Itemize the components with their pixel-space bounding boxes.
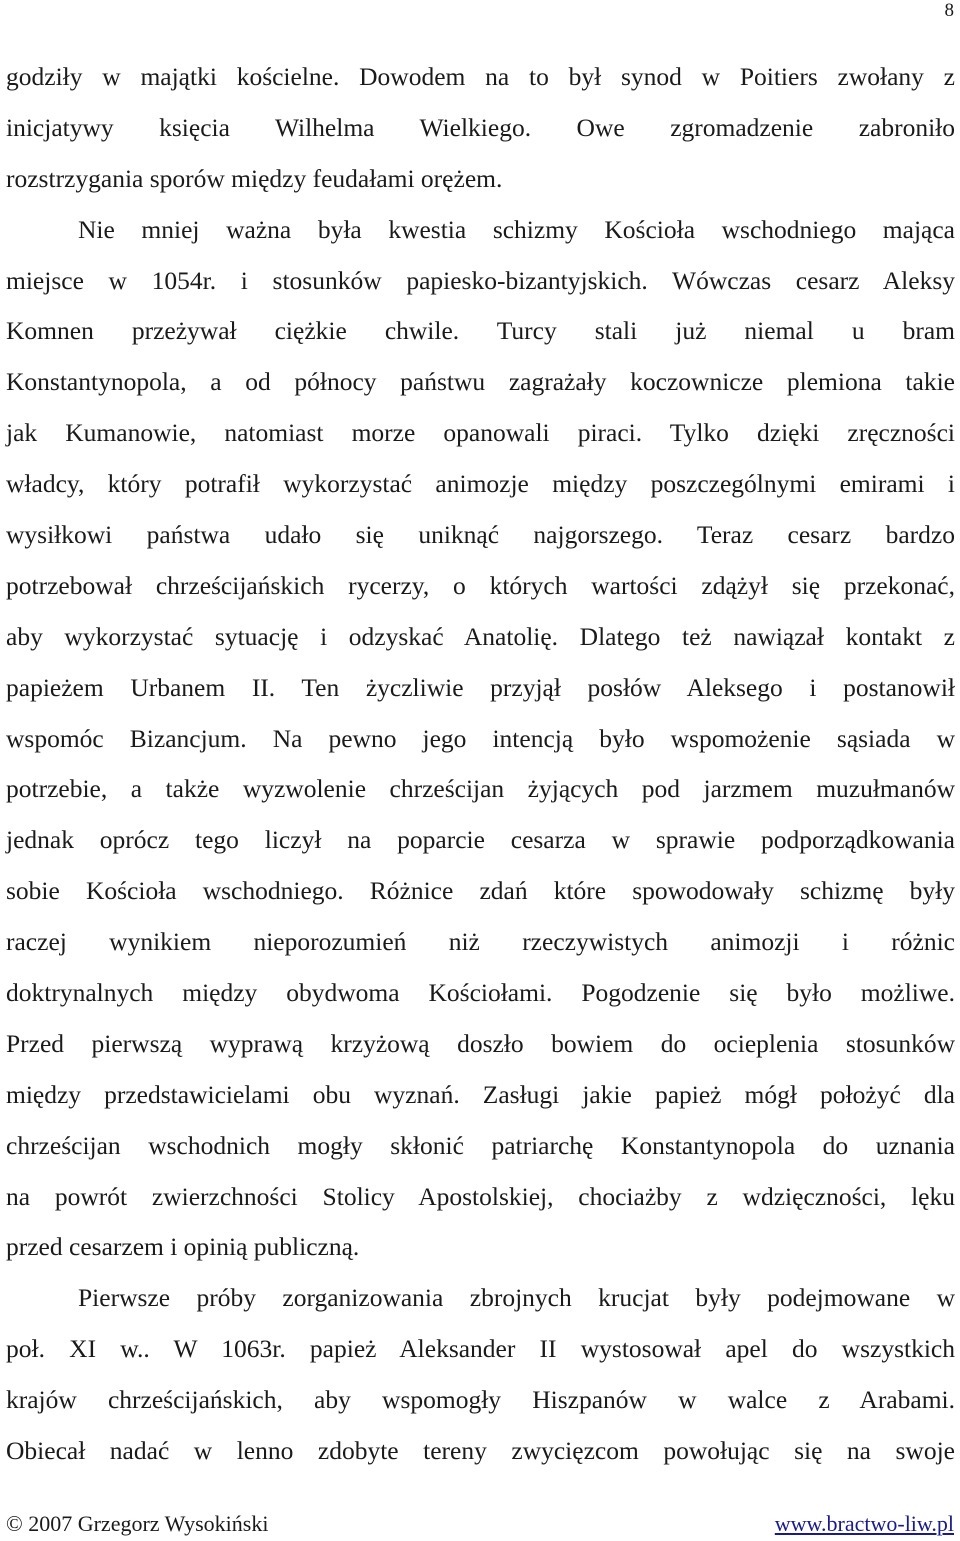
text-line: przed cesarzem i opinią publiczną. [6,1232,360,1262]
text-line: między przedstawicielami obu wyznań. Zasługi jakie papież mógł położyć dla [6,1079,955,1109]
text-line: godziły w majątki kościelne. Dowodem na to był synod w Poitiers zwołany z [6,62,955,91]
text-line: Obiecał nadać w lenno zdobyte tereny zwycięzcom powołując się na swoje [6,1436,955,1466]
text-line: potrzebie, a także wyzwolenie chrześcijan żyjących pod jarzmem muzułmanów [6,774,955,804]
text-line: inicjatywy księcia Wilhelma Wielkiego. Owe zgromadzenie zabroniło [6,112,955,142]
text-line: miejsce w 1054r. i stosunków papiesko-bizantyjskich. Wówczas cesarz Aleksy [6,265,955,295]
text-line: rozstrzygania sporów między feudałami orężem. [6,163,503,193]
text-line: krajów chrześcijańskich, aby wspomogły Hiszpanów w walce z Arabami. [6,1385,955,1415]
text-line: Komnen przeżywał ciężkie chwile. Turcy stali już niemal u bram [6,316,955,346]
text-line: papieżem Urbanem II. Ten życzliwie przyjął posłów Aleksego i postanowił [6,672,955,702]
text-line: raczej wynikiem nieporozumień niż rzeczywistych animozji i różnic [6,927,955,957]
text-line: chrześcijan wschodnich mogły skłonić patriarchę Konstantynopola do uznania [6,1130,955,1160]
footer-copyright: © 2007 Grzegorz Wysokiński [6,1511,269,1536]
text-line: potrzebował chrześcijańskich rycerzy, o których wartości zdążył się przekonać, [6,570,955,600]
text-line: Pierwsze próby zorganizowania zbrojnych krucjat były podejmowane w [78,1283,955,1313]
text-line: Przed pierwszą wyprawą krzyżową doszło bowiem do ocieplenia stosunków [6,1028,955,1058]
text-line: wspomóc Bizancjum. Na pewno jego intencją było wspomożenie sąsiada w [6,723,955,753]
text-line: na powrót zwierzchności Stolicy Apostolskiej, chociażby z wdzięczności, lęku [6,1181,955,1211]
document-body [6,52,955,1477]
text-line: doktrynalnych między obydwoma Kościołami. Pogodzenie się było możliwe. [6,978,955,1008]
text-line: władcy, który potrafił wykorzystać animozje między poszczególnymi emirami i [6,469,955,499]
text-line: sobie Kościoła wschodniego. Różnice zdań które spowodowały schizmę były [6,876,955,906]
text-line: wysiłkowi państwa udało się uniknąć najgorszego. Teraz cesarz bardzo [6,520,955,550]
page-number: 8 [944,0,954,21]
footer-website-link[interactable]: www.bractwo-liw.pl [774,1511,954,1536]
text-line: Nie mniej ważna była kwestia schizmy Kościoła wschodniego mająca [78,214,955,244]
text-line: aby wykorzystać sytuację i odzyskać Anatolię. Dlatego też nawiązał kontakt z [6,621,955,651]
text-line: Konstantynopola, a od północy państwu zagrażały koczownicze plemiona takie [6,367,955,397]
page-footer [6,1510,954,1538]
text-line: jak Kumanowie, natomiast morze opanowali piraci. Tylko dzięki zręczności [6,418,955,448]
text-line: poł. XI w.. W 1063r. papież Aleksander II wystosował apel do wszystkich [6,1334,955,1364]
text-line: jednak oprócz tego liczył na poparcie cesarza w sprawie podporządkowania [6,825,955,855]
